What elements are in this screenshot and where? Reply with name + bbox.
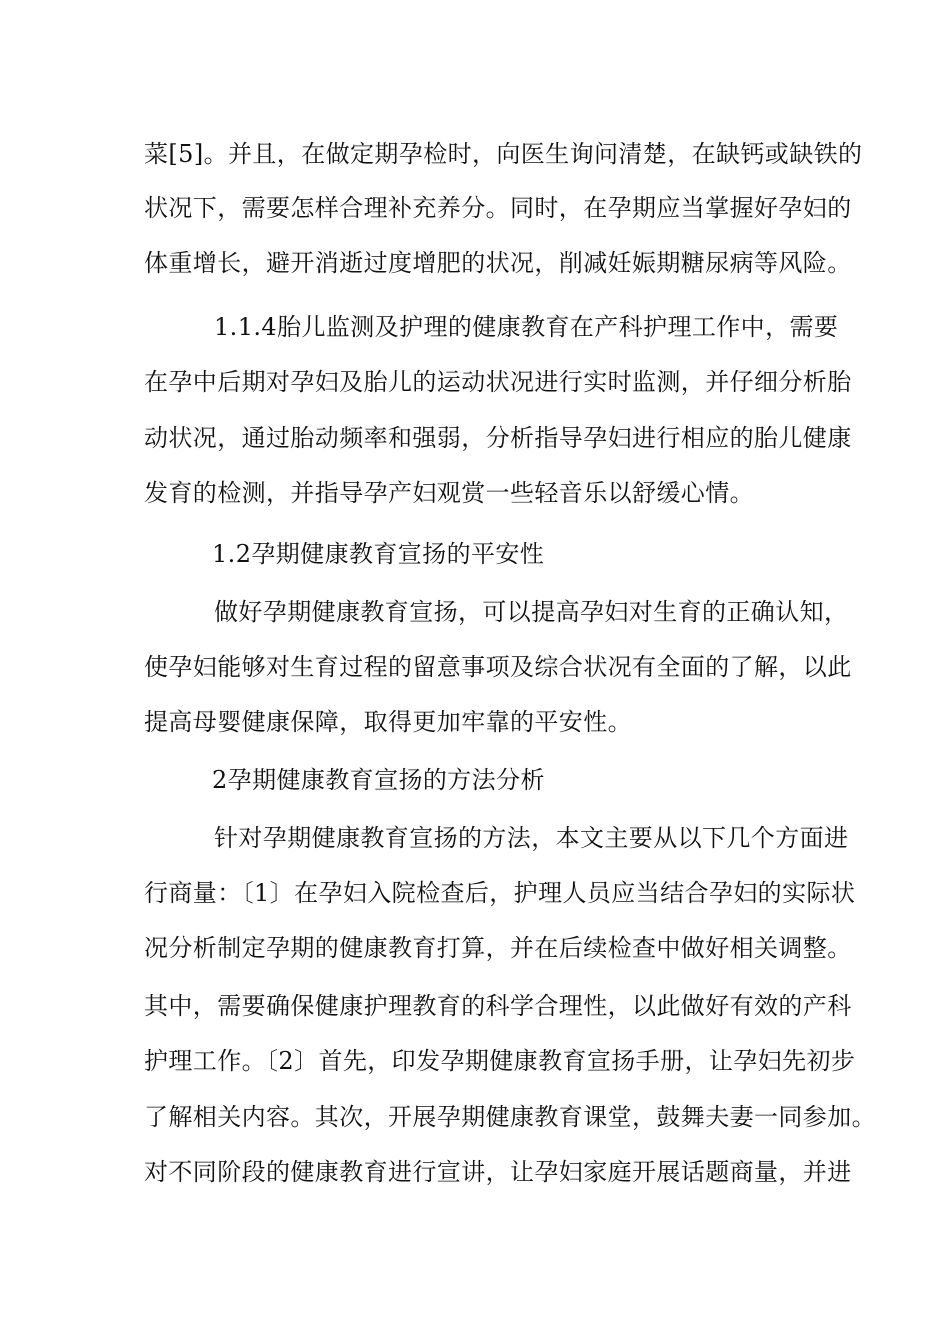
body-text-line: 做好孕期健康教育宣扬，可以提高孕妇对生育的正确认知， bbox=[214, 598, 849, 626]
body-text-line: 护理工作。〔2〕首先，印发孕期健康教育宣扬手册，让孕妇先初步 bbox=[144, 1047, 856, 1075]
body-text-line: 动状况，通过胎动频率和强弱，分析指导孕妇进行相应的胎儿健康 bbox=[144, 424, 852, 452]
body-text-line: 使孕妇能够对生育过程的留意事项及综合状况有全面的了解，以此 bbox=[144, 653, 852, 681]
body-text-line: 提高母婴健康保障，取得更加牢靠的平安性。 bbox=[144, 708, 632, 736]
body-text-line: 况分析制定孕期的健康教育打算，并在后续检查中做好相关调整。 bbox=[144, 934, 852, 962]
section-heading-1-2: 1.2孕期健康教育宣扬的平安性 bbox=[212, 540, 545, 568]
body-text-line: 了解相关内容。其次，开展孕期健康教育课堂，鼓舞夫妻一同参加。 bbox=[144, 1103, 876, 1131]
section-heading-1-1-4: 1.1.4胎儿监测及护理的健康教育在产科护理工作中，需要 bbox=[214, 313, 839, 341]
body-text-line: 行商量：〔1〕在孕妇入院检查后，护理人员应当结合孕妇的实际状 bbox=[144, 879, 856, 907]
body-text-line: 菜[5]。并且，在做定期孕检时，向医生询问清楚，在缺钙或缺铁的 bbox=[144, 140, 863, 168]
body-text-line: 对不同阶段的健康教育进行宣讲，让孕妇家庭开展话题商量，并进 bbox=[144, 1158, 852, 1186]
body-text-line: 状况下，需要怎样合理补充养分。同时，在孕期应当掌握好孕妇的 bbox=[144, 194, 852, 222]
body-text-line: 在孕中后期对孕妇及胎儿的运动状况进行实时监测，并仔细分析胎 bbox=[144, 368, 852, 396]
body-text-line: 其中，需要确保健康护理教育的科学合理性，以此做好有效的产科 bbox=[144, 992, 852, 1020]
body-text-line: 发育的检测，并指导孕产妇观赏一些轻音乐以舒缓心情。 bbox=[144, 479, 754, 507]
body-text-line: 针对孕期健康教育宣扬的方法，本文主要从以下几个方面进 bbox=[214, 824, 849, 852]
section-heading-2: 2孕期健康教育宣扬的方法分析 bbox=[212, 766, 545, 794]
body-text-line: 体重增长，避开消逝过度增肥的状况，削减妊娠期糖尿病等风险。 bbox=[144, 249, 852, 277]
